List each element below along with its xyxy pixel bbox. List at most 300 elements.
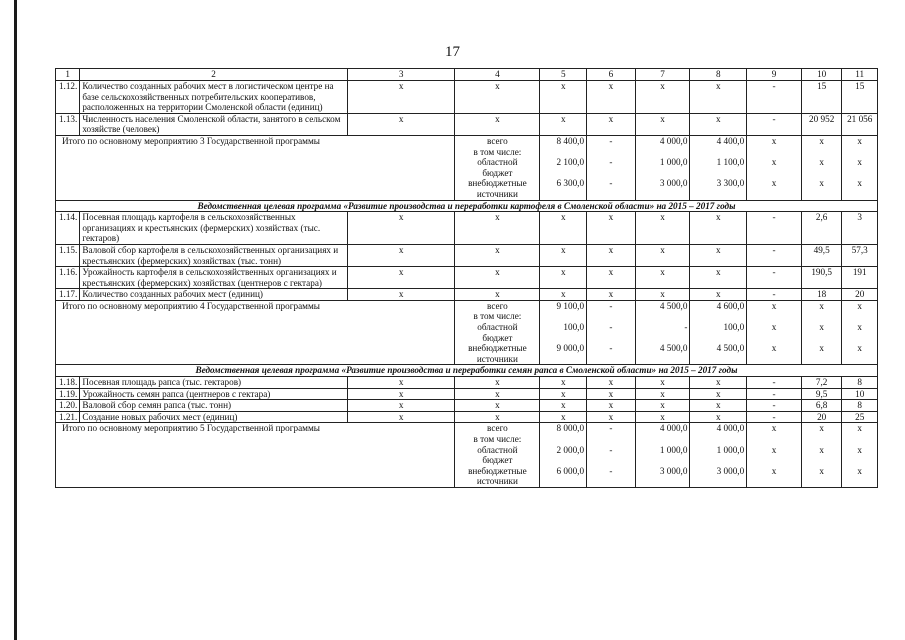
- value-2017: [690, 300, 747, 365]
- value-2016: 9,5: [801, 388, 842, 400]
- stack-line: [542, 434, 584, 445]
- value-2016: 20 952: [801, 113, 842, 135]
- stack-line: 100,0: [563, 322, 585, 333]
- stack-line: -: [609, 157, 613, 168]
- program-heading: Ведомственная целевая программа «Развитие производства и переработки картофеля в Смоленской области» на 2015 – 2017 годы: [56, 200, 878, 212]
- stack-line: [692, 455, 744, 466]
- row-number: 1.17.: [56, 289, 80, 301]
- value-2016: 18: [801, 289, 842, 301]
- value-cell: х: [587, 244, 636, 266]
- stack-line: [844, 189, 875, 200]
- column-number: 8: [690, 69, 747, 81]
- value-cell: х: [540, 289, 587, 301]
- total-label: Итого по основному мероприятию 3 Государственной программы: [56, 135, 455, 200]
- value-cell: х: [690, 267, 747, 289]
- stack-line: [542, 168, 584, 179]
- value-cell: х: [635, 411, 690, 423]
- stack-line: х: [819, 444, 824, 455]
- row-number: 1.19.: [56, 388, 80, 400]
- total-cell: [540, 300, 587, 365]
- column-number: 3: [347, 69, 454, 81]
- stack-line: 4 500,0: [659, 343, 688, 354]
- stack-line: х: [857, 423, 862, 434]
- stack-line: [692, 311, 744, 322]
- stack-line: [692, 168, 744, 179]
- value-cell: х: [635, 113, 690, 135]
- stack-line: [844, 354, 875, 365]
- indicators-table: [55, 68, 878, 488]
- value-cell: х: [635, 377, 690, 389]
- stack-line: х: [819, 465, 824, 476]
- indicator-name: Урожайность картофеля в сельскохозяйственных организациях и крестьянских (фермерских) хозяйствах (центнеров с гектара): [80, 267, 348, 289]
- stack-line: -: [609, 343, 613, 354]
- value-cell: -: [747, 411, 802, 423]
- value-cell: х: [347, 289, 454, 301]
- value-cell: х: [587, 113, 636, 135]
- stack-line: бюджет: [482, 332, 513, 343]
- stack-line: [638, 147, 688, 158]
- stack-line: [638, 311, 688, 322]
- stack-line: 4 000,0: [716, 423, 745, 434]
- stack-line: [844, 147, 875, 158]
- value-cell: х: [635, 81, 690, 114]
- column-number: 10: [801, 69, 842, 81]
- value-cell: х: [690, 388, 747, 400]
- stack-line: х: [857, 465, 862, 476]
- stack-line: [749, 455, 799, 466]
- stack-line: -: [609, 444, 613, 455]
- stack-line: х: [819, 300, 824, 311]
- stack-line: всего: [487, 135, 508, 146]
- table-row: [56, 289, 878, 301]
- stack-line: [542, 147, 584, 158]
- total-label: Итого по основному мероприятию 4 Государственной программы: [56, 300, 455, 365]
- stack-line: [692, 147, 744, 158]
- value-cell: х: [347, 267, 454, 289]
- row-number: 1.18.: [56, 377, 80, 389]
- stack-line: -: [609, 322, 613, 333]
- funding-source: [455, 135, 540, 200]
- stack-line: [692, 333, 744, 344]
- value-cell: х: [635, 244, 690, 266]
- value-cell: х: [540, 81, 587, 114]
- value-cell: х: [587, 289, 636, 301]
- indicator-name: Валовой сбор картофеля в сельскохозяйственных организациях и крестьянских (фермерских) хозяйствах (тыс. тонн): [80, 244, 348, 266]
- value-cell: [747, 135, 802, 200]
- value-cell: х: [455, 81, 540, 114]
- stack-line: 4 400,0: [716, 135, 745, 146]
- stack-line: х: [771, 343, 777, 354]
- stack-line: [589, 434, 633, 445]
- stack-line: [692, 434, 744, 445]
- funding-source: [455, 300, 540, 365]
- value-cell: х: [347, 81, 454, 114]
- stack-line: [542, 455, 584, 466]
- value-cell: х: [587, 400, 636, 412]
- value-cell: -: [747, 289, 802, 301]
- stack-line: х: [771, 157, 777, 168]
- stack-line: источники: [476, 353, 518, 364]
- value-2017: 191: [842, 267, 878, 289]
- stack-line: [749, 434, 799, 445]
- row-number: 1.13.: [56, 113, 80, 135]
- stack-line: [638, 476, 688, 487]
- stack-line: 2 000,0: [556, 444, 585, 455]
- row-number: 1.14.: [56, 212, 80, 245]
- stack-line: [638, 354, 688, 365]
- value-cell: х: [455, 377, 540, 389]
- scan-edge-bar: [14, 0, 17, 640]
- table-row: [56, 212, 878, 245]
- indicator-name: Количество созданных рабочих мест (единиц): [80, 289, 348, 301]
- program-heading: Ведомственная целевая программа «Развитие производства и переработки семян рапса в Смоленской области» на 2015 – 2017 годы: [56, 365, 878, 377]
- stack-line: в том числе:: [473, 434, 522, 444]
- table-row: [56, 411, 878, 423]
- value-cell: х: [587, 411, 636, 423]
- table-row: [56, 113, 878, 135]
- stack-line: 3 300,0: [716, 178, 745, 189]
- stack-line: [804, 333, 840, 344]
- value-cell: х: [455, 411, 540, 423]
- value-2017: 15: [842, 81, 878, 114]
- column-number: 7: [635, 69, 690, 81]
- row-number: 1.21.: [56, 411, 80, 423]
- value-cell: [842, 423, 878, 488]
- value-2017: 20: [842, 289, 878, 301]
- stack-line: [844, 333, 875, 344]
- value-2017: 25: [842, 411, 878, 423]
- stack-line: х: [857, 343, 862, 354]
- stack-line: х: [857, 157, 862, 168]
- stack-line: -: [609, 135, 613, 146]
- value-cell: х: [635, 400, 690, 412]
- stack-line: х: [857, 135, 862, 146]
- stack-line: бюджет: [482, 167, 513, 178]
- stack-line: бюджет: [482, 455, 513, 466]
- stack-line: [804, 311, 840, 322]
- value-cell: [587, 423, 636, 488]
- value-2017: [690, 135, 747, 200]
- stack-line: [638, 168, 688, 179]
- value-cell: х: [347, 377, 454, 389]
- value-cell: [587, 135, 636, 200]
- indicator-name: Посевная площадь рапса (тыс. гектаров): [80, 377, 348, 389]
- value-cell: х: [635, 289, 690, 301]
- indicator-name: Урожайность семян рапса (центнеров с гектара): [80, 388, 348, 400]
- stack-line: 8 000,0: [556, 423, 585, 434]
- stack-line: х: [819, 423, 824, 434]
- stack-line: х: [857, 300, 862, 311]
- row-number: 1.16.: [56, 267, 80, 289]
- value-cell: [587, 300, 636, 365]
- table-header-row: [56, 69, 878, 81]
- stack-line: [804, 354, 840, 365]
- table-row: [56, 267, 878, 289]
- value-cell: [801, 423, 842, 488]
- value-2016: 49,5: [801, 244, 842, 266]
- stack-line: [589, 147, 633, 158]
- stack-line: [542, 189, 584, 200]
- row-number: 1.20.: [56, 400, 80, 412]
- value-cell: х: [347, 400, 454, 412]
- value-cell: х: [347, 411, 454, 423]
- value-cell: х: [455, 400, 540, 412]
- value-cell: х: [587, 377, 636, 389]
- stack-line: 3 000,0: [716, 465, 745, 476]
- value-cell: [842, 300, 878, 365]
- table-row: [56, 244, 878, 266]
- value-cell: х: [587, 267, 636, 289]
- program-heading-row: [56, 200, 878, 212]
- value-cell: х: [690, 289, 747, 301]
- stack-line: всего: [487, 423, 508, 434]
- value-cell: х: [540, 244, 587, 266]
- stack-line: источники: [476, 476, 518, 487]
- value-2017: 8: [842, 400, 878, 412]
- value-cell: [801, 135, 842, 200]
- value-cell: х: [455, 388, 540, 400]
- stack-line: -: [609, 300, 613, 311]
- value-cell: х: [690, 244, 747, 266]
- stack-line: в том числе:: [473, 146, 522, 157]
- total-row: [56, 423, 878, 488]
- value-cell: [801, 300, 842, 365]
- total-cell: [540, 423, 587, 488]
- value-cell: х: [587, 212, 636, 245]
- stack-line: 4 500,0: [716, 343, 745, 354]
- stack-line: внебюджетные: [468, 178, 527, 189]
- stack-line: [542, 333, 584, 344]
- stack-line: х: [819, 135, 824, 146]
- value-cell: -: [747, 400, 802, 412]
- indicator-name: Посевная площадь картофеля в сельскохозяйственных организациях и крестьянских (фермерских) хозяйствах (тыс. гектаров): [80, 212, 348, 245]
- value-cell: х: [540, 411, 587, 423]
- value-cell: х: [347, 212, 454, 245]
- stack-line: х: [771, 322, 777, 333]
- table-row: [56, 377, 878, 389]
- value-cell: х: [347, 113, 454, 135]
- stack-line: х: [771, 465, 777, 476]
- stack-line: 1 000,0: [659, 157, 688, 168]
- value-cell: х: [690, 113, 747, 135]
- stack-line: х: [857, 444, 862, 455]
- stack-line: [749, 147, 799, 158]
- value-cell: [747, 300, 802, 365]
- total-label: Итого по основному мероприятию 5 Государственной программы: [56, 423, 455, 488]
- stack-line: в том числе:: [473, 311, 522, 322]
- stack-line: 4 000,0: [659, 135, 688, 146]
- value-cell: х: [635, 388, 690, 400]
- column-number: 4: [455, 69, 540, 81]
- value-cell: х: [540, 212, 587, 245]
- stack-line: 9 100,0: [556, 300, 585, 311]
- stack-line: [804, 434, 840, 445]
- value-cell: х: [347, 244, 454, 266]
- value-2017: 10: [842, 388, 878, 400]
- stack-line: -: [609, 423, 613, 434]
- stack-line: [692, 189, 744, 200]
- stack-line: [542, 354, 584, 365]
- stack-line: 1 000,0: [716, 444, 745, 455]
- stack-line: [589, 168, 633, 179]
- value-cell: х: [540, 267, 587, 289]
- stack-line: 9 000,0: [556, 343, 585, 354]
- stack-line: внебюджетные: [468, 343, 527, 354]
- value-2016: [635, 423, 690, 488]
- stack-line: 4 500,0: [659, 300, 688, 311]
- value-2016: [635, 300, 690, 365]
- stack-line: х: [857, 178, 862, 189]
- stack-line: х: [819, 343, 824, 354]
- stack-line: [804, 455, 840, 466]
- stack-line: х: [771, 444, 777, 455]
- stack-line: [844, 168, 875, 179]
- row-number: 1.12.: [56, 81, 80, 114]
- value-cell: х: [690, 411, 747, 423]
- value-cell: х: [347, 388, 454, 400]
- stack-line: [589, 455, 633, 466]
- stack-line: источники: [476, 188, 518, 199]
- value-cell: х: [587, 81, 636, 114]
- stack-line: х: [771, 300, 777, 311]
- stack-line: [749, 476, 799, 487]
- stack-line: [804, 189, 840, 200]
- funding-source: [455, 423, 540, 488]
- stack-line: 6 000,0: [556, 465, 585, 476]
- column-number: 2: [80, 69, 348, 81]
- value-2017: 3: [842, 212, 878, 245]
- value-cell: -: [747, 244, 802, 266]
- value-2016: [635, 135, 690, 200]
- stack-line: областной: [477, 444, 518, 455]
- value-cell: -: [747, 212, 802, 245]
- stack-line: [804, 168, 840, 179]
- value-cell: -: [747, 113, 802, 135]
- stack-line: всего: [487, 300, 508, 311]
- table-row: [56, 388, 878, 400]
- stack-line: [692, 354, 744, 365]
- stack-line: 2 100,0: [556, 157, 585, 168]
- total-cell: [540, 135, 587, 200]
- stack-line: 1 000,0: [659, 444, 688, 455]
- stack-line: [589, 189, 633, 200]
- stack-line: [542, 476, 584, 487]
- value-cell: х: [455, 212, 540, 245]
- stack-line: [589, 311, 633, 322]
- value-2016: 7,2: [801, 377, 842, 389]
- stack-line: [749, 189, 799, 200]
- stack-line: -: [609, 178, 613, 189]
- stack-line: [804, 147, 840, 158]
- stack-line: [749, 333, 799, 344]
- stack-line: [844, 311, 875, 322]
- value-2016: 190,5: [801, 267, 842, 289]
- value-2016: 6,8: [801, 400, 842, 412]
- stack-line: [638, 333, 688, 344]
- total-row: [56, 135, 878, 200]
- stack-line: [749, 311, 799, 322]
- stack-line: 100,0: [723, 322, 745, 333]
- indicator-name: Валовой сбор семян рапса (тыс. тонн): [80, 400, 348, 412]
- row-number: 1.15.: [56, 244, 80, 266]
- stack-line: х: [771, 178, 777, 189]
- column-number: 5: [540, 69, 587, 81]
- value-cell: х: [587, 388, 636, 400]
- value-cell: х: [690, 81, 747, 114]
- stack-line: -: [684, 322, 688, 333]
- indicator-name: Количество созданных рабочих мест в логистическом центре на базе сельскохозяйственных потребительских кооперативов, расположенных на территории Смоленской области (единиц): [80, 81, 348, 114]
- stack-line: х: [771, 135, 777, 146]
- stack-line: 4 600,0: [716, 300, 745, 311]
- program-heading-row: [56, 365, 878, 377]
- value-2016: 2,6: [801, 212, 842, 245]
- stack-line: областной: [477, 157, 518, 168]
- stack-line: [589, 354, 633, 365]
- stack-line: областной: [477, 322, 518, 333]
- stack-line: [589, 476, 633, 487]
- stack-line: х: [819, 157, 824, 168]
- indicator-name: Создание новых рабочих мест (единиц): [80, 411, 348, 423]
- stack-line: 8 400,0: [556, 135, 585, 146]
- stack-line: [804, 476, 840, 487]
- stack-line: [692, 476, 744, 487]
- value-cell: х: [455, 289, 540, 301]
- value-cell: -: [747, 377, 802, 389]
- value-cell: х: [455, 113, 540, 135]
- stack-line: [844, 476, 875, 487]
- value-cell: х: [540, 400, 587, 412]
- value-cell: х: [635, 267, 690, 289]
- stack-line: [542, 311, 584, 322]
- value-cell: х: [635, 212, 690, 245]
- value-2017: 21 056: [842, 113, 878, 135]
- stack-line: х: [771, 423, 777, 434]
- value-2016: 20: [801, 411, 842, 423]
- stack-line: 3 000,0: [659, 178, 688, 189]
- stack-line: 6 300,0: [556, 178, 585, 189]
- value-cell: х: [690, 377, 747, 389]
- stack-line: внебюджетные: [468, 465, 527, 476]
- value-2017: [690, 423, 747, 488]
- column-number: 9: [747, 69, 802, 81]
- column-number: 11: [842, 69, 878, 81]
- table-row: [56, 400, 878, 412]
- stack-line: х: [819, 178, 824, 189]
- value-cell: -: [747, 267, 802, 289]
- value-2016: 15: [801, 81, 842, 114]
- stack-line: х: [819, 322, 824, 333]
- table-row: [56, 81, 878, 114]
- stack-line: 4 000,0: [659, 423, 688, 434]
- value-cell: [842, 135, 878, 200]
- value-cell: х: [540, 388, 587, 400]
- value-cell: [747, 423, 802, 488]
- stack-line: [638, 434, 688, 445]
- stack-line: 3 000,0: [659, 465, 688, 476]
- column-number: 6: [587, 69, 636, 81]
- value-cell: х: [455, 267, 540, 289]
- stack-line: [844, 434, 875, 445]
- value-cell: х: [690, 400, 747, 412]
- total-row: [56, 300, 878, 365]
- value-cell: -: [747, 81, 802, 114]
- stack-line: х: [857, 322, 862, 333]
- stack-line: [844, 455, 875, 466]
- value-cell: -: [747, 388, 802, 400]
- value-cell: х: [540, 113, 587, 135]
- stack-line: [638, 189, 688, 200]
- stack-line: 1 100,0: [716, 157, 745, 168]
